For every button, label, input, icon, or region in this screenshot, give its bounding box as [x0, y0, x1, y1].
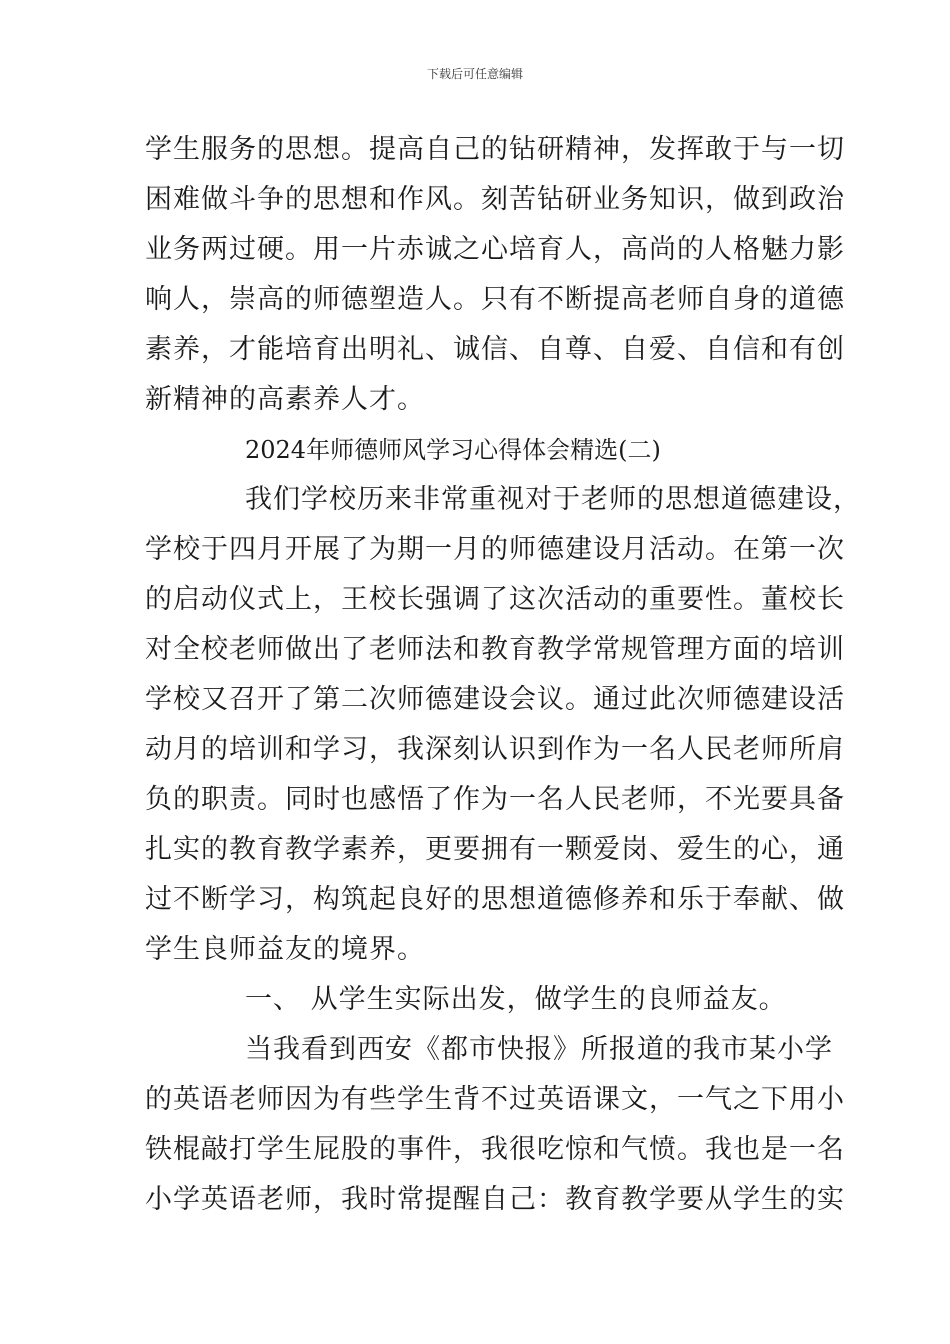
text-line: 学生服务的思想。提高自己的钻研精神，发挥敢于与一切 [145, 134, 845, 165]
text-line: 学校于四月开展了为期一月的师德建设月活动。在第一次 [145, 534, 845, 565]
text-line: 响人，崇高的师德塑造人。只有不断提高老师自身的道德 [145, 284, 845, 315]
text-line: 我们学校历来非常重视对于老师的思想道德建设， [245, 484, 861, 515]
text-line: 业务两过硬。用一片赤诚之心培育人，高尚的人格魅力影 [145, 234, 845, 265]
text-line: 负的职责。同时也感悟了作为一名人民老师，不光要具备 [145, 784, 845, 815]
text-line: 学校又召开了第二次师德建设会议。通过此次师德建设活 [145, 684, 845, 715]
subheading: 一、 从学生实际出发，做学生的良师益友。 [245, 984, 787, 1015]
text-line: 扎实的教育教学素养，更要拥有一颗爱岗、爱生的心，通 [145, 834, 845, 865]
text-line: 的启动仪式上，王校长强调了这次活动的重要性。董校长 [145, 584, 845, 615]
text-line: 小学英语老师，我时常提醒自己：教育教学要从学生的实 [145, 1184, 845, 1215]
text-line: 过不断学习，构筑起良好的思想道德修养和乐于奉献、做 [145, 884, 845, 915]
text-line: 的英语老师因为有些学生背不过英语课文，一气之下用小 [145, 1084, 845, 1115]
text-line: 新精神的高素养人才。 [145, 384, 425, 415]
page-header-note: 下载后可任意编辑 [426, 67, 523, 81]
text-line: 当我看到西安《都市快报》所报道的我市某小学 [245, 1034, 833, 1065]
section-title: 2024年师德师风学习心得体会精选(二) [245, 436, 661, 464]
text-line: 困难做斗争的思想和作风。刻苦钻研业务知识，做到政治 [145, 184, 845, 215]
text-line: 动月的培训和学习，我深刻认识到作为一名人民老师所肩 [145, 734, 845, 765]
text-line: 学生良师益友的境界。 [145, 934, 425, 965]
text-line: 对全校老师做出了老师法和教育教学常规管理方面的培训 [145, 634, 845, 665]
text-line: 素养，才能培育出明礼、诚信、自尊、自爱、自信和有创 [145, 334, 845, 365]
text-line: 铁棍敲打学生屁股的事件，我很吃惊和气愤。我也是一名 [145, 1134, 845, 1165]
